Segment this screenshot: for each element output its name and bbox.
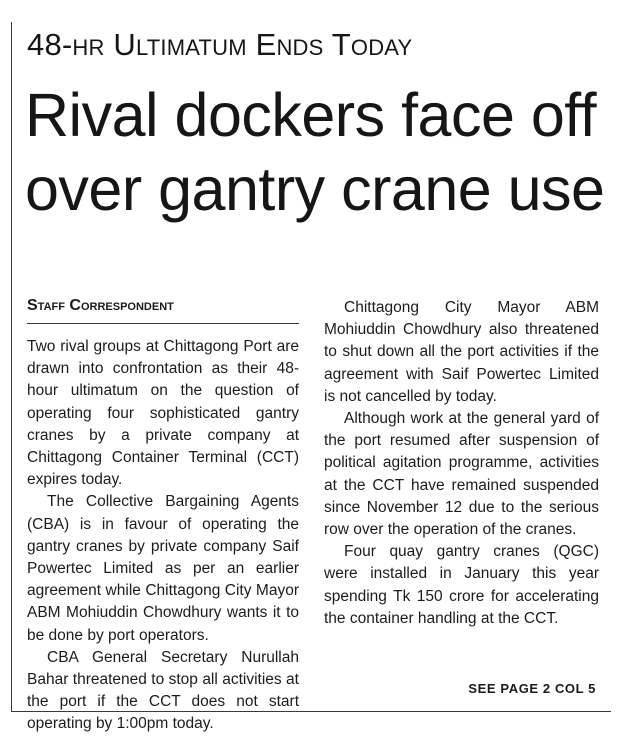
- article-byline: Staff Correspondent: [27, 297, 174, 314]
- byline-divider: [27, 323, 299, 324]
- article-headline: Rival dockers face off over gantry crane use: [25, 81, 605, 223]
- article-column-right: [324, 297, 599, 630]
- article-paragraph: Four quay gantry cranes (QGC) were installed in January this year spending Tk 150 crore for accelerating the container handling at the CCT.: [324, 543, 599, 627]
- left-column-rule: [11, 22, 12, 712]
- article-paragraph: Chittagong City Mayor ABM Mohiuddin Chowdhury also threatened to shut down all the port activities if the agreement with Saif Powertec Limited is not cancelled by today.: [324, 299, 599, 405]
- bottom-rule: [11, 711, 611, 712]
- continued-on-page-link[interactable]: SEE PAGE 2 COL 5: [468, 681, 596, 696]
- article-paragraph: Two rival groups at Chittagong Port are drawn into confrontation as their 48-hour ultimatum on the question of operating four sophisticated gantry cranes by a private company at Chittagong Container Terminal (CCT) expires today.: [27, 338, 299, 489]
- article-paragraph: The Collective Bargaining Agents (CBA) is in favour of operating the gantry cranes by private company Saif Powertec Limited as per an earlier agreement while Chittagong City Mayor ABM Mohiuddin Chowdhury wants it to be done by port operators.: [27, 493, 299, 644]
- article-paragraph: Although work at the general yard of the port resumed after suspension of political agitation programme, activities at the CCT have remained suspended since November 12 due to the serious row over the operation of the cranes.: [324, 410, 599, 539]
- article-kicker: 48-hr Ultimatum Ends Today: [27, 27, 413, 62]
- article-column-left: [27, 336, 299, 736]
- article-paragraph: CBA General Secretary Nurullah Bahar threatened to stop all activities at the port if the CCT does not start operating by 1:00pm today.: [27, 648, 299, 733]
